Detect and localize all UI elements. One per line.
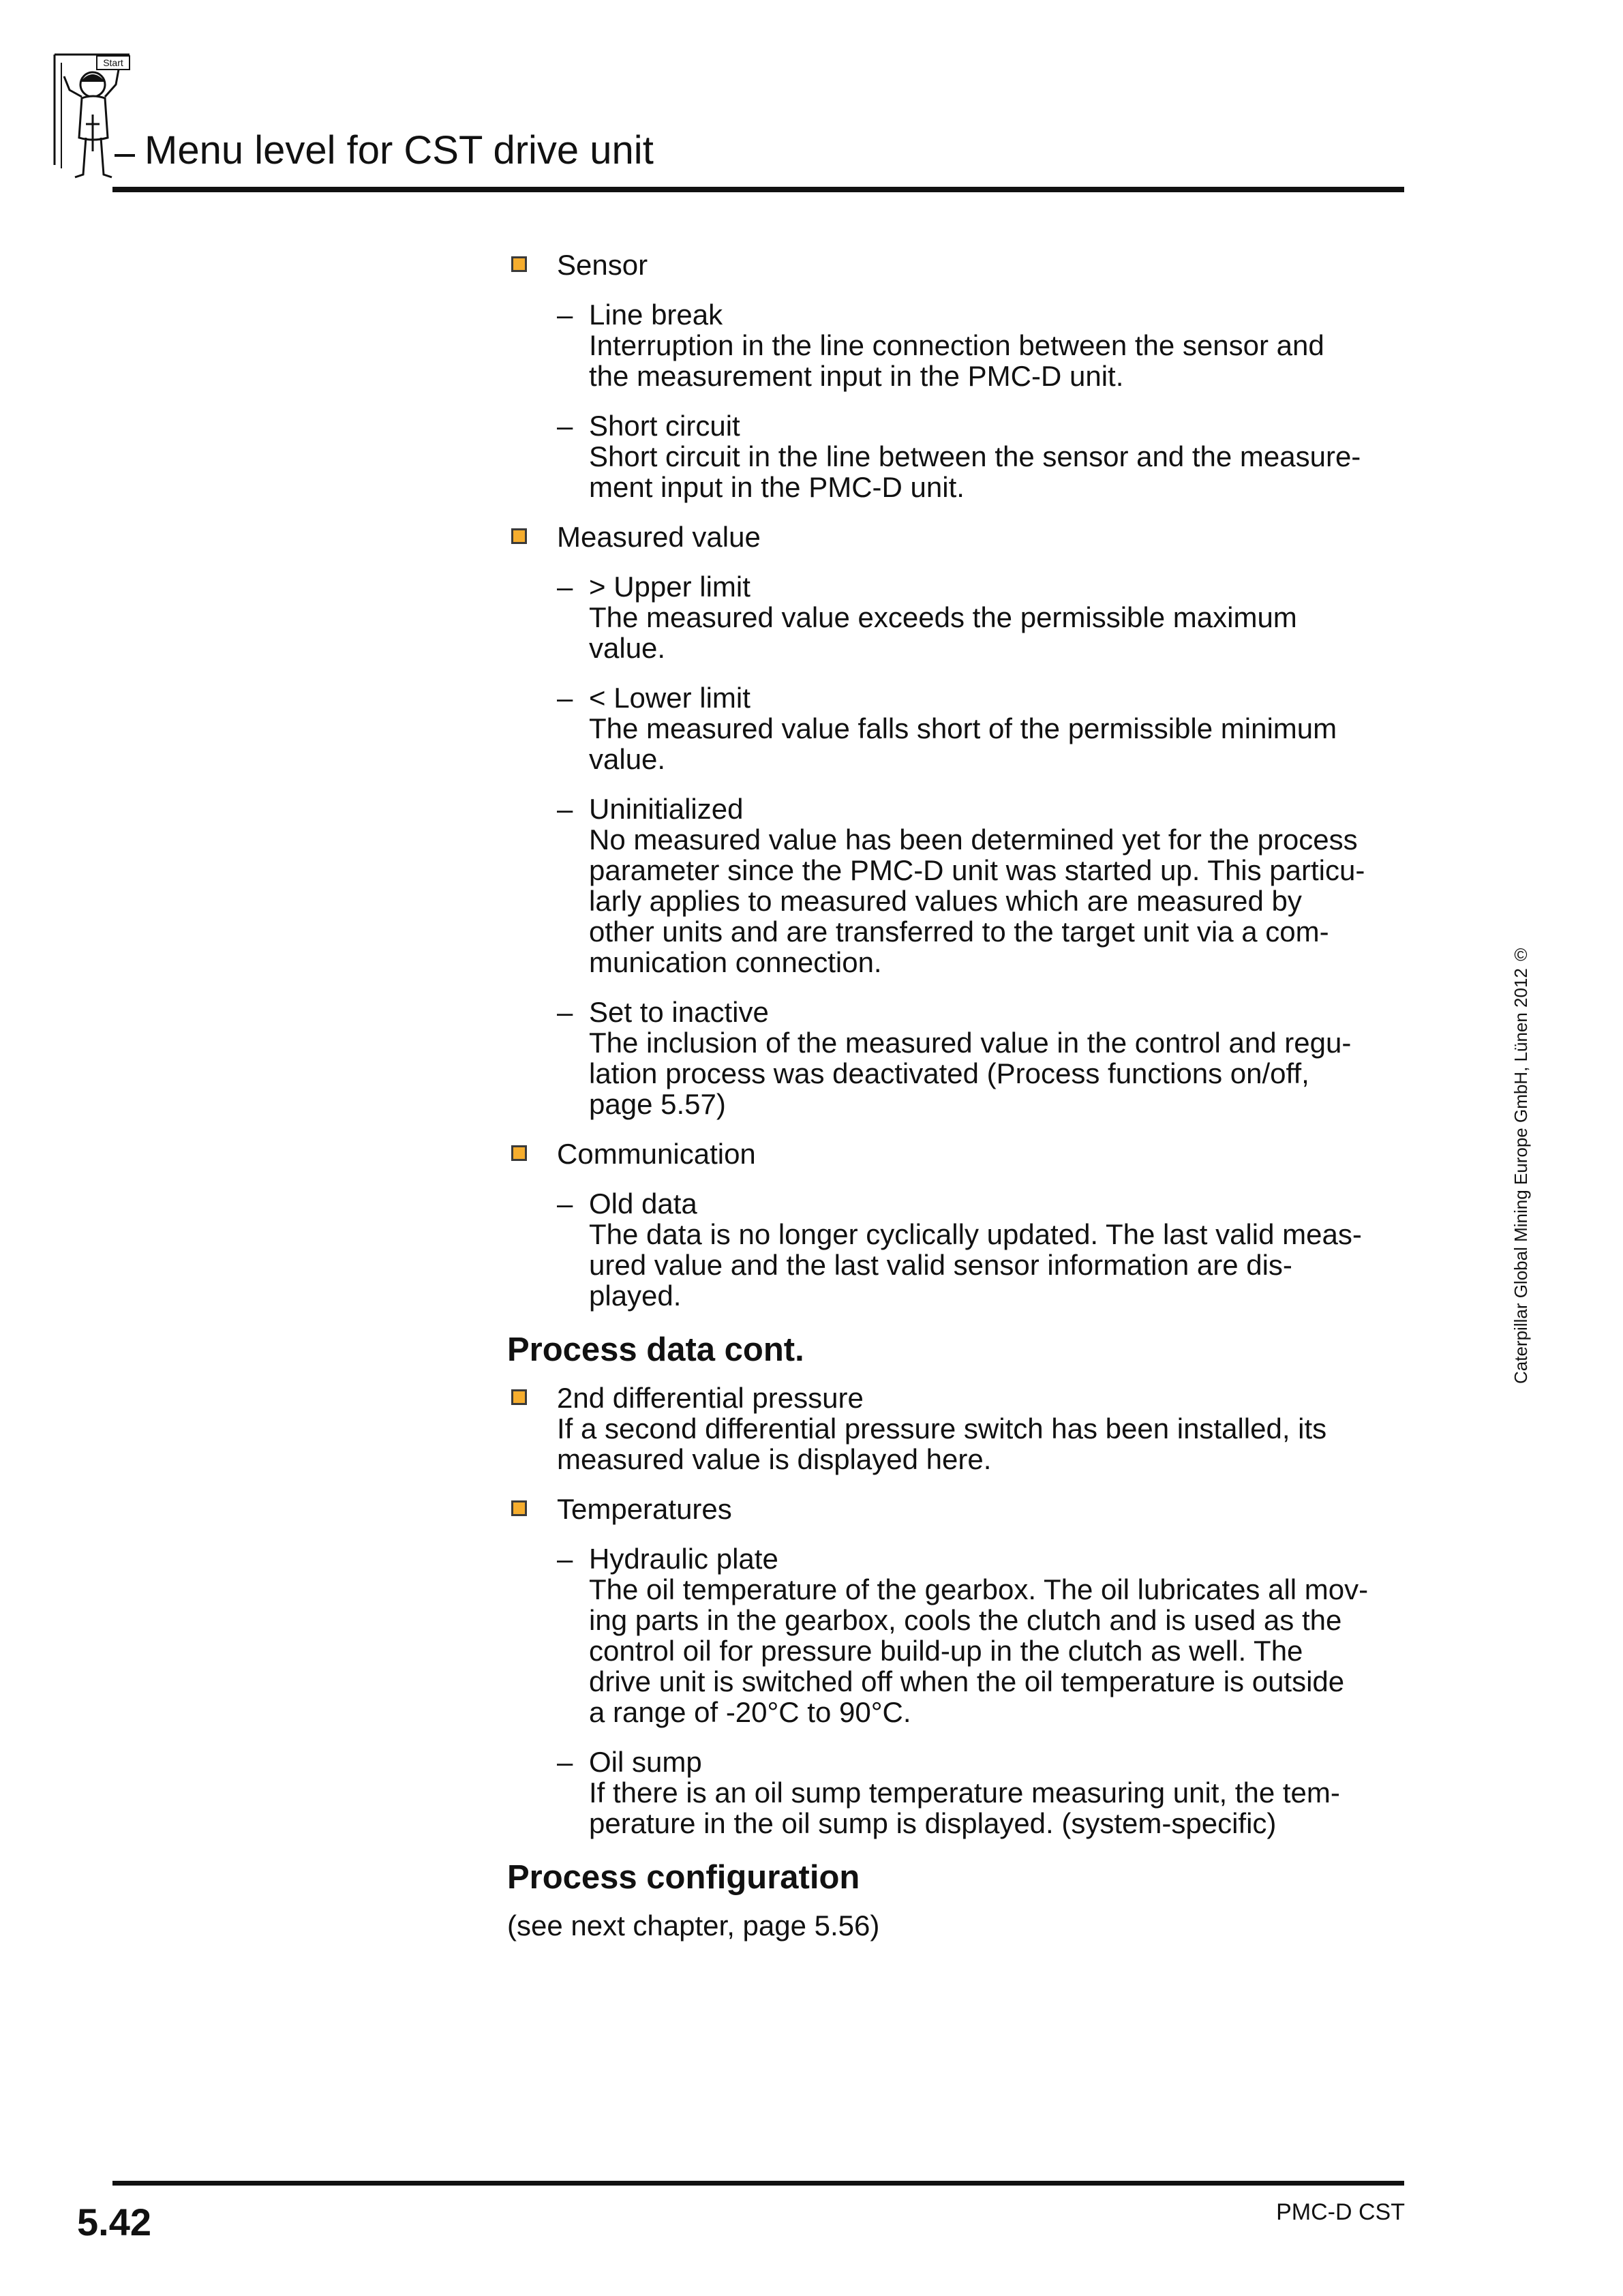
page-title: Menu level for CST drive unit [145,128,654,172]
desc-line: played. [589,1280,682,1312]
sub-item-set-to-inactive [557,997,1414,1119]
desc-line: value. [589,743,666,775]
desc-line: No measured value has been determined yet for the process [589,824,1358,856]
copyright-symbol: © [1514,944,1528,965]
dash-bullet: – [557,571,573,603]
desc-line: lation process was deactivated (Process functions on/off, [589,1057,1309,1089]
dash-bullet: – [557,793,573,825]
sub-item-uninitialized [557,794,1414,978]
square-bullet-icon [511,1500,527,1516]
dash-bullet: – [557,682,573,714]
bullet-diff-pressure [507,1383,1414,1475]
section-heading-process-config: Process configuration [507,1858,860,1896]
bullet-title: Sensor [557,249,648,281]
dash-bullet: – [557,1188,573,1220]
desc-line: Short circuit in the line between the sensor and the measure- [589,440,1361,472]
dash-bullet: – [557,996,573,1028]
sub-item-title: Short circuit [589,410,740,442]
desc-line: The data is no longer cyclically updated. The last valid meas- [589,1218,1362,1250]
desc-line: control oil for pressure build-up in the clutch as well. The [589,1634,1303,1667]
bullet-temperatures [507,1494,1414,1839]
dash-bullet: – [557,1542,573,1575]
bullet-title: Communication [557,1138,756,1170]
bullet-communication [507,1138,1414,1311]
sub-item-oil-sump [557,1747,1414,1839]
sub-item-line-break [557,299,1414,391]
desc-line: other units and are transferred to the target unit via a com- [589,916,1329,948]
start-label: Start [103,57,123,68]
desc-line: page 5.57) [589,1088,726,1120]
desc-line: parameter since the PMC-D unit was started up. This particu- [589,854,1365,886]
dash-bullet: – [557,1745,573,1778]
dash-bullet: – [557,299,573,331]
bullet-sensor [507,250,1414,502]
desc-line: a range of -20°C to 90°C. [589,1695,911,1728]
desc-line: drive unit is switched off when the oil temperature is outside [589,1665,1345,1697]
desc-line: the measurement input in the PMC-D unit. [589,360,1124,392]
sub-item-short-circuit [557,410,1414,502]
document-code: PMC-D CST [1276,2199,1405,2225]
temperatures-sub-list [557,1543,1414,1839]
bullet-measured-value [507,522,1414,1119]
square-bullet-icon [511,1145,527,1161]
sub-item-title: Uninitialized [589,793,744,825]
sub-item-title: Old data [589,1188,697,1220]
section-heading-process-data: Process data cont. [507,1331,804,1368]
start-person-icon [48,49,138,185]
desc-line: The measured value falls short of the permissible minimum [589,712,1337,744]
sub-item-title: Oil sump [589,1745,702,1778]
footer-rule [112,2181,1404,2186]
sub-item-title: Set to inactive [589,996,769,1028]
square-bullet-icon [511,528,527,544]
copyright-text: Caterpillar Global Mining Europe GmbH, Lünen 2012 [1511,968,1531,1384]
desc-line: The inclusion of the measured value in the control and regu- [589,1027,1352,1059]
square-bullet-icon [511,1389,527,1405]
desc-line: larly applies to measured values which are measured by [589,885,1302,917]
square-bullet-icon [511,256,527,272]
sub-item-title: > Upper limit [589,571,750,603]
desc-line: Interruption in the line connection between the sensor and [589,329,1324,361]
cross-reference-text: (see next chapter, page 5.56) [507,1909,880,1942]
desc-line: value. [589,632,666,664]
desc-line: The oil temperature of the gearbox. The oil lubricates all mov- [589,1573,1369,1605]
sensor-sub-list [557,299,1414,502]
bullet-title: Temperatures [557,1492,732,1525]
sub-item-title: Line break [589,299,723,331]
page-number: 5.42 [77,2201,151,2244]
copyright-note [1511,944,1531,1384]
desc-line: The measured value exceeds the permissible maximum [589,601,1297,633]
desc-line: If there is an oil sump temperature measuring unit, the tem- [589,1776,1340,1809]
measured-value-sub-list [557,571,1414,1119]
desc-line: ing parts in the gearbox, cools the clutch and is used as the [589,1603,1342,1636]
sub-item-upper-limit [557,571,1414,663]
header-rule [112,187,1404,192]
sub-item-title: < Lower limit [589,682,750,714]
sub-item-lower-limit [557,682,1414,774]
bullet-title: 2nd differential pressure [557,1381,864,1414]
bullet-title: Measured value [557,521,761,553]
sub-item-hydraulic-plate [557,1543,1414,1727]
communication-sub-list [557,1188,1414,1311]
header-dash [115,154,135,157]
desc-line: ured value and the last valid sensor information are dis- [589,1249,1292,1281]
main-content [507,250,1414,1941]
desc-line: If a second differential pressure switch has been installed, its [557,1412,1327,1445]
sub-item-title: Hydraulic plate [589,1542,778,1575]
desc-line: perature in the oil sump is displayed. (system-specific) [589,1807,1277,1839]
sub-item-old-data [557,1188,1414,1311]
dash-bullet: – [557,410,573,442]
desc-line: measured value is displayed here. [557,1442,992,1475]
desc-line: munication connection. [589,946,882,978]
desc-line: ment input in the PMC-D unit. [589,471,965,503]
